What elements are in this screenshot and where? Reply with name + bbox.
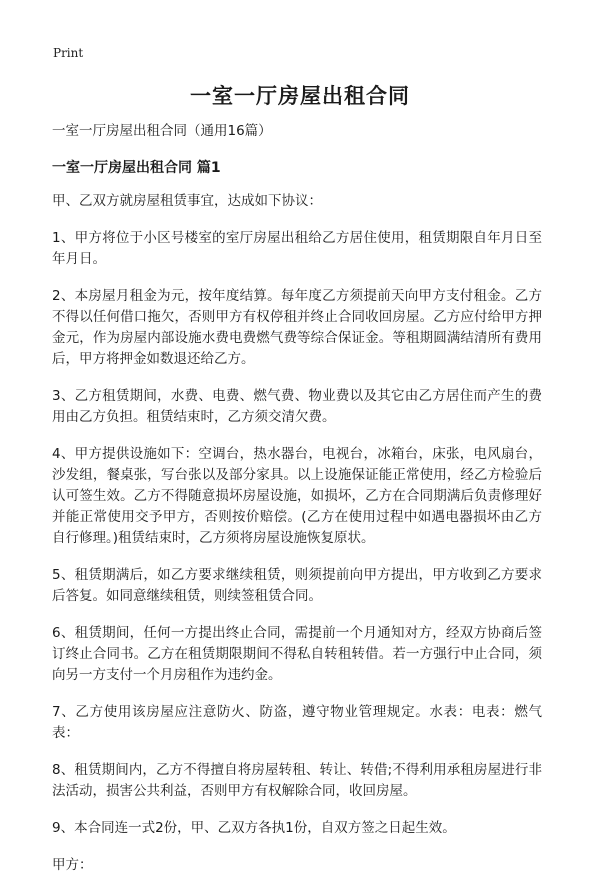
paragraph-clause-1: 1、甲方将位于小区号楼室的室厅房屋出租给乙方居住使用，租赁期限自年月日至年月日。 xyxy=(52,230,542,267)
print-link[interactable]: Print xyxy=(53,46,84,60)
document-title: 一室一厅房屋出租合同 xyxy=(190,84,410,108)
paragraph-clause-4: 4、甲方提供设施如下：空调台，热水器台，电视台，冰箱台，床张，电风扇台，沙发组，餐桌张，写台张以及部分家具。以上设施保证能正常使用，经乙方检验后认可签生效。乙方不得随意损坏房屋设施，如损坏，乙方在合同期满后负责修理好并能正常使用交予甲方，否则按价赔偿。(乙方在使用过程中如遇电器损坏由乙方自行修理。)租赁结束时，乙方须将房屋设施恢复原状。 xyxy=(52,446,542,546)
paragraph-clause-7: 7、乙方使用该房屋应注意防火、防盗，遵守物业管理规定。水表：电表：燃气表： xyxy=(52,704,542,741)
paragraph-clause-3: 3、乙方租赁期间，水费、电费、燃气费、物业费以及其它由乙方居住而产生的费用由乙方负担。租赁结束时，乙方须交清欠费。 xyxy=(52,388,542,425)
paragraph-clause-9: 9、本合同连一式2份，甲、乙双方各执1份，自双方签之日起生效。 xyxy=(52,820,456,836)
paragraph-intro: 甲、乙双方就房屋租赁事宜，达成如下协议： xyxy=(52,193,322,209)
paragraph-clause-2: 2、本房屋月租金为元，按年度结算。每年度乙方须提前天向甲方支付租金。乙方不得以任何借口拖欠，否则甲方有权停租并终止合同收回房屋。乙方应付给甲方押金元，作为房屋内部设施水费电费燃气费等综合保证金。等租期圆满结清所有费用后，甲方将押金如数退还给乙方。 xyxy=(52,288,542,367)
paragraph-clause-6: 6、租赁期间，任何一方提出终止合同，需提前一个月通知对方，经双方协商后签订终止合同书。乙方在租赁期限期间不得私自转租转借。若一方强行中止合同，须向另一方支付一个月房租作为违约金。 xyxy=(52,625,542,683)
document-subtitle: 一室一厅房屋出租合同（通用16篇） xyxy=(52,123,272,139)
signature-party-a: 甲方： xyxy=(52,857,93,873)
document-body xyxy=(52,121,542,892)
paragraph-clause-8: 8、租赁期间内，乙方不得擅自将房屋转租、转让、转借;不得利用承租房屋进行非法活动，损害公共利益，否则甲方有权解除合同，收回房屋。 xyxy=(52,762,542,799)
paragraph-clause-5: 5、租赁期满后，如乙方要求继续租赁，则须提前向甲方提出，甲方收到乙方要求后答复。如同意继续租赁，则续签租赁合同。 xyxy=(52,567,542,604)
section-heading: 一室一厅房屋出租合同 篇1 xyxy=(52,160,221,176)
